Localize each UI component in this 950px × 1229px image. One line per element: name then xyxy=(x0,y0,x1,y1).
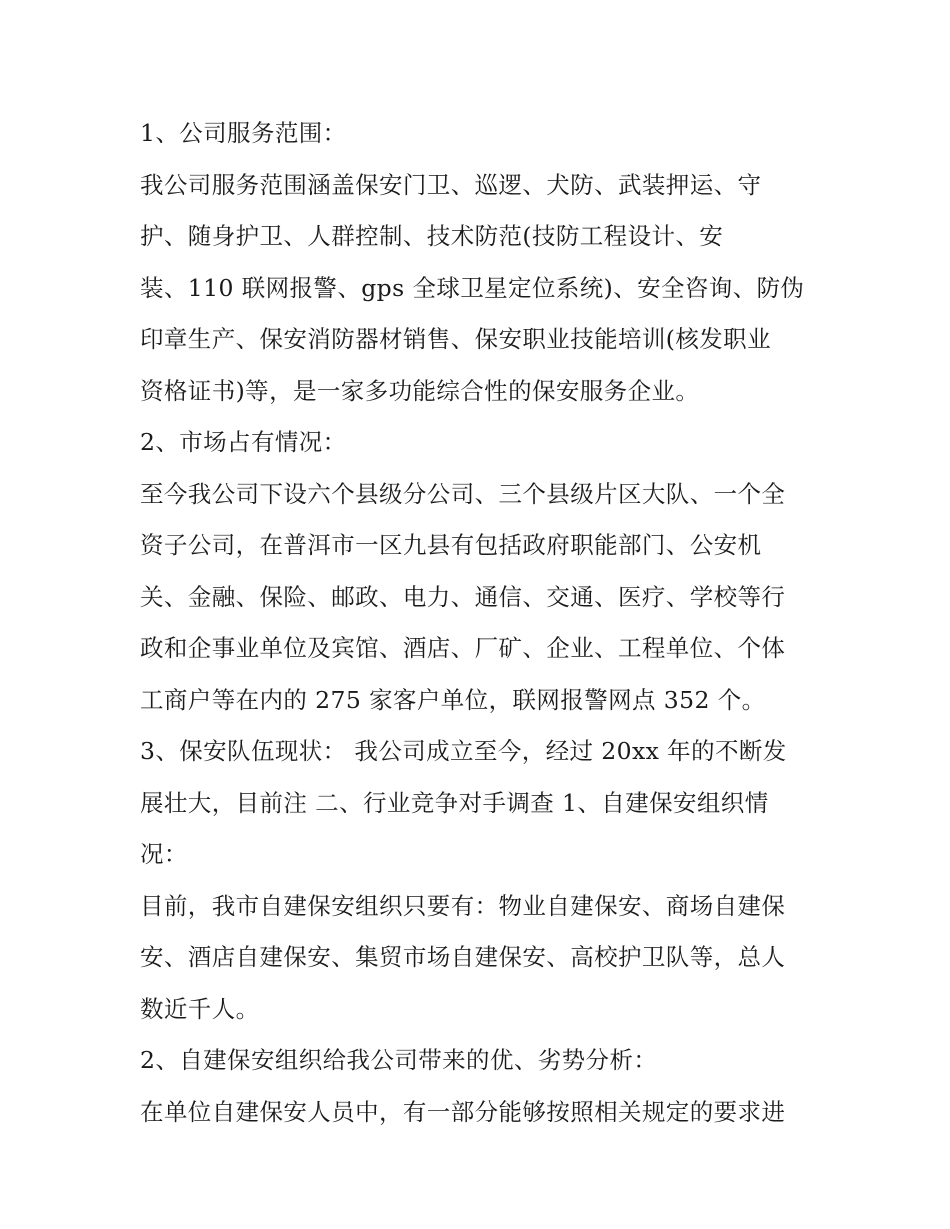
heading-pros-cons: 2、自建保安组织给我公司带来的优、劣势分析： xyxy=(140,1046,658,1074)
paragraph-line: 工商户等在内的 275 家客户单位，联网报警网点 352 个。 xyxy=(140,685,766,714)
paragraph-line: 资格证书)等，是一家多功能综合性的保安服务企业。 xyxy=(140,376,700,405)
paragraph-line: 在单位自建保安人员中，有一部分能够按照相关规定的要求进 xyxy=(140,1097,786,1126)
paragraph-line: 展壮大，目前注 二、行业竞争对手调查 1、自建保安组织情 xyxy=(140,788,769,817)
paragraph-line: 安、酒店自建保安、集贸市场自建保安、高校护卫队等，总人 xyxy=(140,943,786,971)
paragraph-line: 至今我公司下设六个县级分公司、三个县级片区大队、一个全 xyxy=(140,479,786,508)
heading-market-share: 2、市场占有情况： xyxy=(140,428,347,456)
paragraph-line: 况： xyxy=(140,840,188,868)
heading-team-status: 3、保安队伍现状： 我公司成立至今，经过 20xx 年的不断发 xyxy=(140,737,787,765)
paragraph-line: 我公司服务范围涵盖保安门卫、巡逻、犬防、武装押运、守 xyxy=(140,170,762,199)
paragraph-line: 印章生产、保安消防器材销售、保安职业技能培训(核发职业 xyxy=(140,325,771,353)
paragraph-line: 装、110 联网报警、gps 全球卫星定位系统)、安全咨询、防伪 xyxy=(140,273,805,302)
paragraph-line: 政和企事业单位及宾馆、酒店、厂矿、企业、工程单位、个体 xyxy=(140,634,786,662)
paragraph-line: 关、金融、保险、邮政、电力、通信、交通、医疗、学校等行 xyxy=(140,582,786,611)
heading-service-scope: 1、公司服务范围： xyxy=(140,119,347,147)
paragraph-line: 护、随身护卫、人群控制、技术防范(技防工程设计、安 xyxy=(140,222,724,250)
document-body xyxy=(140,108,820,1138)
paragraph-line: 数近千人。 xyxy=(140,994,260,1023)
paragraph-line: 目前，我市自建保安组织只要有：物业自建保安、商场自建保 xyxy=(140,891,786,920)
paragraph-line: 资子公司，在普洱市一区九县有包括政府职能部门、公安机 xyxy=(140,531,762,559)
